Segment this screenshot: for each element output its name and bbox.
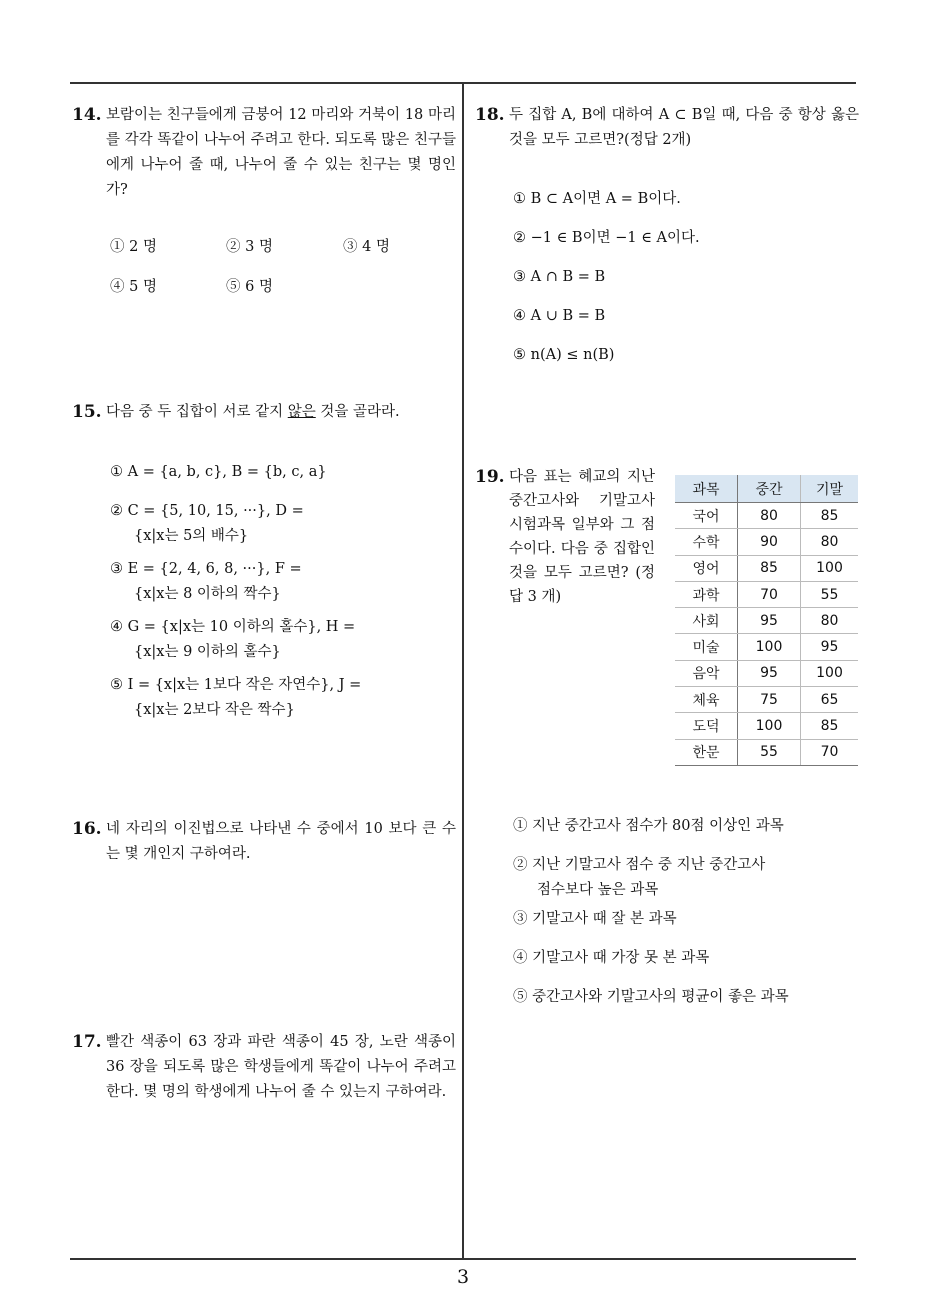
question-15 (72, 400, 456, 425)
option-text-continued: {x|x는 9 이하의 홀수} (134, 644, 281, 660)
table-cell: 75 (738, 687, 801, 713)
table-cell: 70 (738, 581, 801, 607)
question-18 (475, 103, 859, 153)
q15-option-5[interactable] (110, 673, 361, 723)
table-cell: 90 (738, 529, 801, 555)
q18-option-4[interactable]: ④ A ∪ B = B (513, 308, 606, 324)
emphasis-underline: 않은 (287, 404, 316, 420)
q15-option-2[interactable] (110, 499, 304, 549)
question-number: 16. (72, 819, 102, 839)
table-cell: 80 (801, 608, 859, 634)
q19-option-2[interactable] (513, 853, 765, 903)
option-text: ③ E = {2, 4, 6, 8, ···}, F = (110, 561, 302, 577)
table-row (675, 634, 858, 660)
question-text: 빨간 색종이 63 장과 파란 색종이 45 장, 노란 색종이 36 장을 되도록 많은 학생들에게 똑같이 나누어 주려고 한다. 몇 명의 학생에게 나누어 줄 수 있는지 구하여라. (106, 1034, 456, 1100)
column-header: 기말 (801, 475, 859, 503)
question-text: 네 자리의 이진법으로 나타낸 수 중에서 10 보다 큰 수는 몇 개인지 구하여라. (106, 821, 456, 862)
option-text-continued: 점수보다 높은 과목 (537, 882, 659, 898)
q14-option-2[interactable]: ② 3 명 (226, 239, 273, 255)
option-text: ③ 기말고사 때 잘 본 과목 (513, 911, 677, 927)
table-cell: 100 (801, 660, 859, 686)
q18-option-3[interactable]: ③ A ∩ B = B (513, 269, 606, 285)
table-cell: 사회 (675, 608, 738, 634)
table-row (675, 503, 858, 529)
question-text: 다음 표는 혜교의 지난 중간고사와 기말고사 시험과목 일부와 그 점수이다. 다음 중 집합인 것을 모두 고르면? (정답 3 개) (509, 469, 655, 605)
table-cell: 한문 (675, 739, 738, 765)
table-row (675, 660, 858, 686)
q18-option-2[interactable]: ② −1 ∈ B이면 −1 ∈ A이다. (513, 230, 700, 246)
bottom-rule (70, 1258, 856, 1260)
question-number: 18. (475, 105, 505, 125)
table-row (675, 555, 858, 581)
q19-option-5[interactable] (513, 985, 789, 1010)
text-part: 다음 중 두 집합이 서로 같지 (106, 404, 288, 420)
q19-option-1[interactable] (513, 814, 784, 839)
question-14 (72, 103, 456, 203)
table-cell: 95 (738, 660, 801, 686)
question-text: 두 집합 A, B에 대하여 A ⊂ B일 때, 다음 중 항상 옳은 것을 모두 고르면?(정답 2개) (509, 107, 859, 148)
table-row (675, 581, 858, 607)
q14-option-3[interactable]: ③ 4 명 (343, 239, 390, 255)
text-part: 것을 골라라. (315, 404, 400, 420)
table-cell: 미술 (675, 634, 738, 660)
option-text: ① A = {a, b, c}, B = {b, c, a} (110, 464, 327, 480)
table-cell: 85 (801, 503, 859, 529)
option-text: ④ 기말고사 때 가장 못 본 과목 (513, 950, 710, 966)
q15-option-1[interactable] (110, 460, 327, 485)
option-text: ⑤ I = {x|x는 1보다 작은 자연수}, J = (110, 677, 362, 693)
option-text: ② C = {5, 10, 15, ···}, D = (110, 503, 304, 519)
option-text-continued: {x|x는 2보다 작은 짝수} (134, 702, 295, 718)
question-19 (475, 465, 655, 609)
table-cell: 85 (738, 555, 801, 581)
table-cell: 영어 (675, 555, 738, 581)
q18-option-5[interactable]: ⑤ n(A) ≤ n(B) (513, 347, 615, 363)
q14-option-5[interactable]: ⑤ 6 명 (226, 279, 273, 295)
question-number: 17. (72, 1032, 102, 1052)
score-table (675, 475, 858, 766)
table-cell: 체육 (675, 687, 738, 713)
table-cell: 80 (738, 503, 801, 529)
page-number: 3 (456, 1266, 470, 1288)
table-cell: 도덕 (675, 713, 738, 739)
table-row (675, 608, 858, 634)
table-cell: 95 (801, 634, 859, 660)
q19-option-3[interactable] (513, 907, 677, 932)
table-cell: 85 (801, 713, 859, 739)
table-cell: 100 (738, 634, 801, 660)
question-16 (72, 817, 456, 867)
question-number: 19. (475, 467, 505, 487)
column-divider (462, 83, 464, 1259)
question-text: 보람이는 친구들에게 금붕어 12 마리와 거북이 18 마리를 각각 똑같이 나누어 주려고 한다. 되도록 많은 친구들에게 나누어 줄 때, 나누어 줄 수 있는 친구는 몇 명인가? (106, 107, 456, 198)
q15-option-3[interactable] (110, 557, 302, 607)
table-cell: 수학 (675, 529, 738, 555)
table-cell: 100 (738, 713, 801, 739)
option-text-continued: {x|x는 8 이하의 짝수} (134, 586, 281, 602)
table-cell: 55 (738, 739, 801, 765)
table-cell: 100 (801, 555, 859, 581)
q15-option-4[interactable] (110, 615, 355, 665)
table-row (675, 713, 858, 739)
question-number: 15. (72, 402, 102, 422)
q18-option-1[interactable]: ① B ⊂ A이면 A = B이다. (513, 191, 681, 207)
table-cell: 음악 (675, 660, 738, 686)
table-cell: 95 (738, 608, 801, 634)
question-number: 14. (72, 105, 102, 125)
table-cell: 80 (801, 529, 859, 555)
table-row (675, 739, 858, 765)
column-header: 과목 (675, 475, 738, 503)
table-header-row (675, 475, 858, 503)
option-text-continued: {x|x는 5의 배수} (134, 528, 249, 544)
table-cell: 국어 (675, 503, 738, 529)
q19-option-4[interactable] (513, 946, 709, 971)
q14-option-1[interactable]: ① 2 명 (110, 239, 157, 255)
option-text: ② 지난 기말고사 점수 중 지난 중간고사 (513, 857, 766, 873)
table-cell: 55 (801, 581, 859, 607)
question-17 (72, 1030, 456, 1105)
option-text: ④ G = {x|x는 10 이하의 홀수}, H = (110, 619, 356, 635)
table-row (675, 687, 858, 713)
q14-option-4[interactable]: ④ 5 명 (110, 279, 157, 295)
table-row (675, 529, 858, 555)
column-header: 중간 (738, 475, 801, 503)
table-cell: 65 (801, 687, 859, 713)
question-text (106, 400, 456, 425)
table-cell: 과학 (675, 581, 738, 607)
table-cell: 70 (801, 739, 859, 765)
option-text: ⑤ 중간고사와 기말고사의 평균이 좋은 과목 (513, 989, 789, 1005)
option-text: ① 지난 중간고사 점수가 80점 이상인 과목 (513, 818, 784, 834)
